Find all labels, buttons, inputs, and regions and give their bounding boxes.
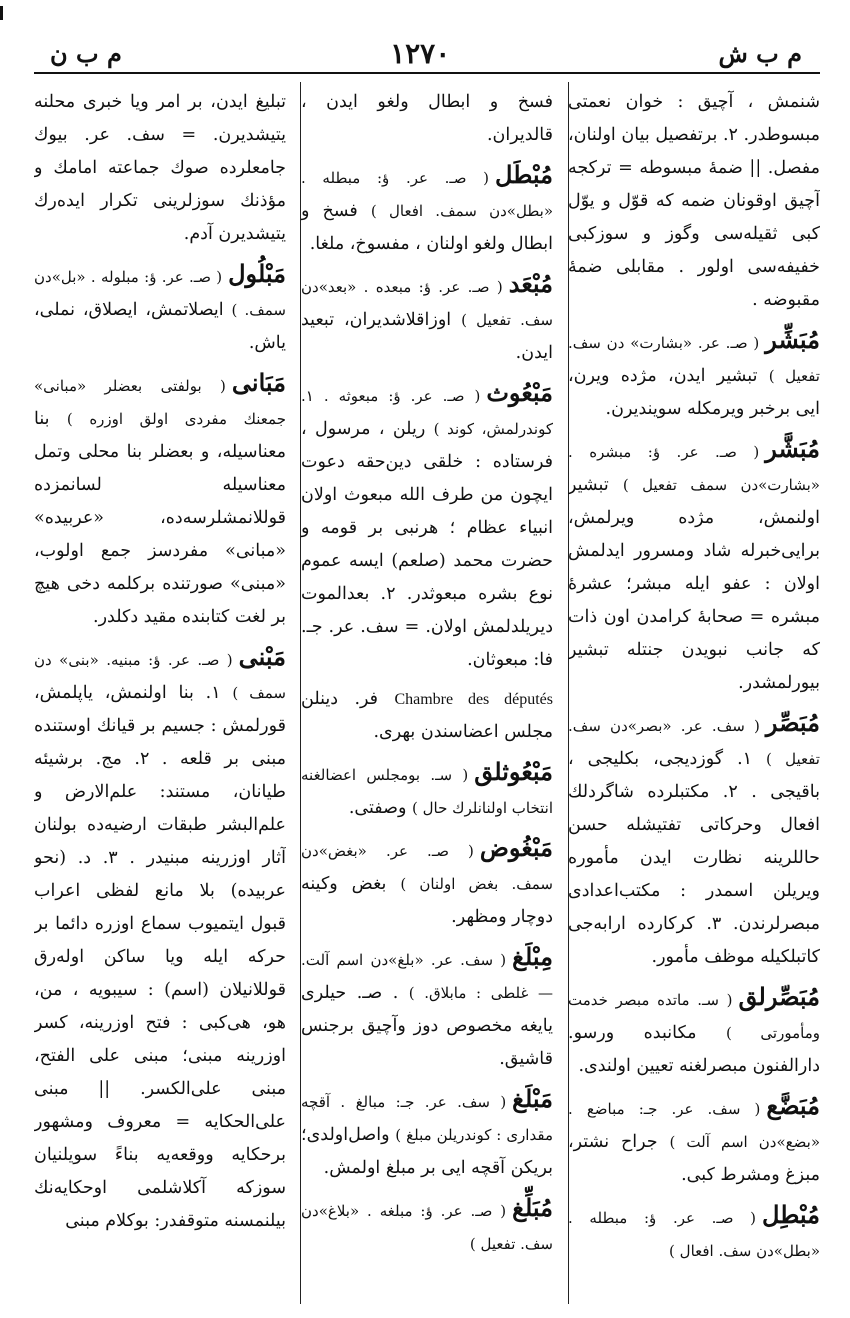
- grammar-note: ( صـ. عر. ؤ: مبلغه . «بلاغ»دن سف. تفعيل ): [301, 1202, 553, 1253]
- grammar-note: ( صـ. عر. ؤ: مبنيه. «بنى» دن سمف ): [34, 651, 286, 702]
- guide-word-left: م ب ن: [50, 38, 122, 68]
- dictionary-entry: [568, 1198, 820, 1268]
- definition-text: ايصلاتمش، ايصلاق، نملى، ياش.: [34, 300, 286, 353]
- grammar-note: ( سف. عر. جـ: مباضع . «بضع»دن اسم آلت ): [568, 1100, 820, 1151]
- headword: مِبْلَغ: [512, 942, 553, 971]
- grammar-note: ( بولفتى بعضلر «مبانى» جمعنك مفردى اولق اوزره ): [34, 377, 286, 428]
- definition-text: تبشير اولنمش، مژده ويرلمش، برايى‌خبرله شاد ومسرور ايدلمش اولان : عفو ايله مبشر؛ عشرهٔ مبشره = صحابهٔ كرامدن اون ذات كه جانب نبويدن جنتله تبشير بيورلمشدر.: [568, 475, 820, 693]
- definition-text: فر. دينلن مجلس اعضاسندن بهرى.: [301, 689, 553, 742]
- dictionary-entry: [34, 366, 286, 634]
- definition-text: ١. گوزديجى، بكليجى ، باقيجى . ٢. مكتبلرده شاگردلك افعال وحركاتى تفتيشله حسن حاللرينه نظارت ايدن مأموره ويريلن اسمدر : مكتب‌اعدادى مبصرلرندن. ٣. كركارده ارابه‌جى كاتبلكيله موظف مأمور.: [568, 749, 820, 967]
- definition-text: شنمش ، آچيق : خوان نعمتى مبسوطدر. ٢. برتفصيل بيان اولنان، مفصل. || ضمهٔ مبسوطه = تركجه آچيق اوقونان ضمه كه قوّل و يوّل كبى ثقيله‌سى وگوز و سوزكبى خفيفه‌سى اولور . مقابلى ضمهٔ مقبوضه .: [568, 92, 820, 310]
- dictionary-entry: [301, 755, 553, 825]
- dictionary-entry: [34, 257, 286, 360]
- dictionary-entry: [301, 158, 553, 261]
- definition-text: جراح نشتر، مبزغ ومشرط كبى.: [568, 1132, 820, 1185]
- headword: مَبْلُول: [228, 259, 286, 288]
- dictionary-entry: [301, 1191, 553, 1261]
- dictionary-entry: [301, 86, 553, 152]
- grammar-note: ( سف. عر. «بلغ»دن اسم آلت. — غلطى : مابلاق. ): [301, 951, 553, 1002]
- grammar-note: ( سف. عر. جـ: مبالغ . آقچه مقدارى : كوندريلن مبلغ ): [301, 1093, 553, 1144]
- headword: مُبَصِّر: [765, 708, 820, 737]
- definition-text: بغض وكينه دوچار ومظهر.: [301, 874, 553, 927]
- definition-text: بنا معناسيله، و بعضلر بنا محلى وتمل معناسيله لسانمزده قوللانمشلرسه‌ده، «عربيده» «مبانى» مفردسز جمع اولوب، «مبنى» صورتنده بركلمه دخى هيچ بر لغت كتابنده مقيد دكلدر.: [34, 409, 286, 627]
- column-left: [34, 82, 286, 1308]
- headword: مُبَشِّر: [765, 325, 820, 354]
- headword: مَبْعُوثلق: [474, 757, 553, 786]
- definition-text: مكانبده ورسو. دارالفنون مبصرلغنه تعيين اولندى.: [568, 1023, 820, 1076]
- definition-text: وصفتى.: [348, 798, 407, 818]
- grammar-note: ( صـ. عر. «بشارت» دن سف. تفعيل ): [568, 334, 820, 385]
- guide-word-right: م ب ش: [718, 38, 802, 68]
- dictionary-entry: [34, 640, 286, 1238]
- definition-text: فسخ و ابطال ولغو اولنان ، مفسوخ، ملغا.: [301, 201, 553, 254]
- definition-text: تبليغ ايدن، بر امر ويا خبرى محلنه يتيشديرن. = سف. عر. بيوك جامعلرده صوك جماعته امامك و مؤذنك سوزلرينى تكرار ايده‌رك يتيشديرن آدم.: [34, 92, 286, 244]
- corner-mark: [0, 6, 3, 20]
- grammar-note: ( صـ. عر. ؤ: مبعوثه . ١. كوندرلمش، كوند ): [301, 387, 553, 438]
- dictionary-entry: [568, 432, 820, 700]
- headword: مُبْطِل: [762, 1200, 820, 1229]
- dictionary-entry: [301, 376, 553, 677]
- grammar-note: ( سـ. بومجلس اعضالغنه انتخاب اولنانلرك حال ): [301, 766, 553, 817]
- dictionary-entry: [301, 683, 553, 749]
- definition-text: فسخ و ابطال ولغو ايدن ، قالديران.: [301, 92, 553, 145]
- headword: مَبْنى: [238, 642, 286, 671]
- headword: مَبْغُوض: [479, 833, 553, 862]
- headword: مُبْطَل: [495, 160, 553, 189]
- french-term: Chambre des députés: [394, 691, 553, 708]
- grammar-note: ( صـ. عر. ؤ: مبعده . «بعد»دن سف. تفعيل ): [301, 278, 553, 329]
- grammar-note: ( صـ. عر. ؤ: مبلوله . «بل»دن سمف. ): [34, 268, 286, 319]
- headword: مُبَضَّع: [766, 1091, 820, 1120]
- grammar-note: ( صـ. عر. «بغض»دن سمف. بغض اولنان ): [301, 842, 553, 893]
- grammar-note: ( صـ. عر. ؤ: مبطله . «بطل»دن سمف. افعال ): [301, 169, 553, 220]
- page-header: [30, 36, 822, 70]
- definition-text: . صـ. حيلرى يايغه مخصوص دوز وآچيق برجنس قاشيق.: [301, 983, 553, 1069]
- dictionary-entry: [568, 323, 820, 426]
- headword: مَبْلَغ: [512, 1084, 553, 1113]
- headword: مَبَانى: [231, 368, 286, 397]
- dictionary-entry: [568, 980, 820, 1083]
- column-middle: [301, 82, 553, 1308]
- definition-text: اوزاقلاشديران، تبعيد ايدن.: [301, 310, 553, 363]
- definition-text: تبشير ايدن، مژده ويرن، ايى برخبر ويرمكله سوينديرن.: [568, 366, 820, 419]
- grammar-note: ( سـ. ماتده مبصر خدمت ومأمورتى ): [568, 991, 820, 1042]
- grammar-note: ( صـ. عر. ؤ: مبشره . «بشارت»دن سمف تفعيل ): [568, 443, 820, 494]
- headword: مُبَلِّغ: [512, 1193, 553, 1222]
- page-number: ١٢٧٠: [390, 36, 451, 70]
- headword: مُبَشَّر: [765, 434, 820, 463]
- dictionary-columns: [34, 82, 820, 1304]
- headword: مُبْعَد: [508, 269, 553, 298]
- dictionary-entry: [301, 267, 553, 370]
- grammar-note: ( صـ. عر. ؤ: مبطله . «بطل»دن سف. افعال ): [568, 1209, 820, 1260]
- headword: مَبْعُوث: [486, 378, 553, 407]
- definition-text: ريلن ، مرسول ، فرستاده : خلقى دين‌حقه دعوت ايچون من طرف الله مبعوث اولان انبياء عظام ؛ هرنبى بر قومه و حضرت محمد (صلعم) ايسه عموم نوع بشره مبعوثدر. ٢. بعدالموت ديريلدلمش اولان. = سف. عر. جـ. فا: مبعوثان.: [301, 419, 553, 670]
- headword: مُبَصِّرلق: [738, 982, 820, 1011]
- definition-text: واصل‌اولدى؛ بريكن آقچه ايى بر مبلغ اولمش.: [301, 1125, 553, 1178]
- dictionary-entry: [568, 706, 820, 974]
- dictionary-entry: [34, 86, 286, 251]
- header-rule: [34, 72, 820, 74]
- dictionary-entry: [301, 940, 553, 1076]
- definition-text: ١. بنا اولنمش، ياپلمش، قورلمش : جسيم بر قيانك اوستنده مبنى بر قلعه . ٢. مج. برشيئه طيانان، مستند: علم‌الارض و علم‌البشر طبقات ارضيه‌ده بولنان آثار اوزرينه مبنيدر . ٣. د. (نحو عربيده) بلا مانع لفظى اعراب قبول ايتميوب سماع اوزره دائما بر حركه ايله ويا ساكن اوله‌رق قوللانيلان (اسم) : سيبويه ، من، هو، هى‌كبى : فتح اوزرينه، كسر اوزرينه مبنى؛ مبنى على الفتح، مبنى على‌الكسر. || مبنى على‌الحكايه = معروف ومشهور برحكايه ووقعه‌يه بناءً سويلنيان سوزكه آكلاشلمى اوحكايه‌نك بيلنمسنه متوقفدر: بوكلام مبنى: [34, 683, 286, 1231]
- dictionary-entry: [301, 831, 553, 934]
- dictionary-entry: [568, 86, 820, 317]
- column-right: [568, 82, 820, 1308]
- grammar-note: ( سف. عر. «بصر»دن سف. تفعيل ): [568, 717, 820, 768]
- dictionary-entry: [568, 1089, 820, 1192]
- dictionary-entry: [301, 1082, 553, 1185]
